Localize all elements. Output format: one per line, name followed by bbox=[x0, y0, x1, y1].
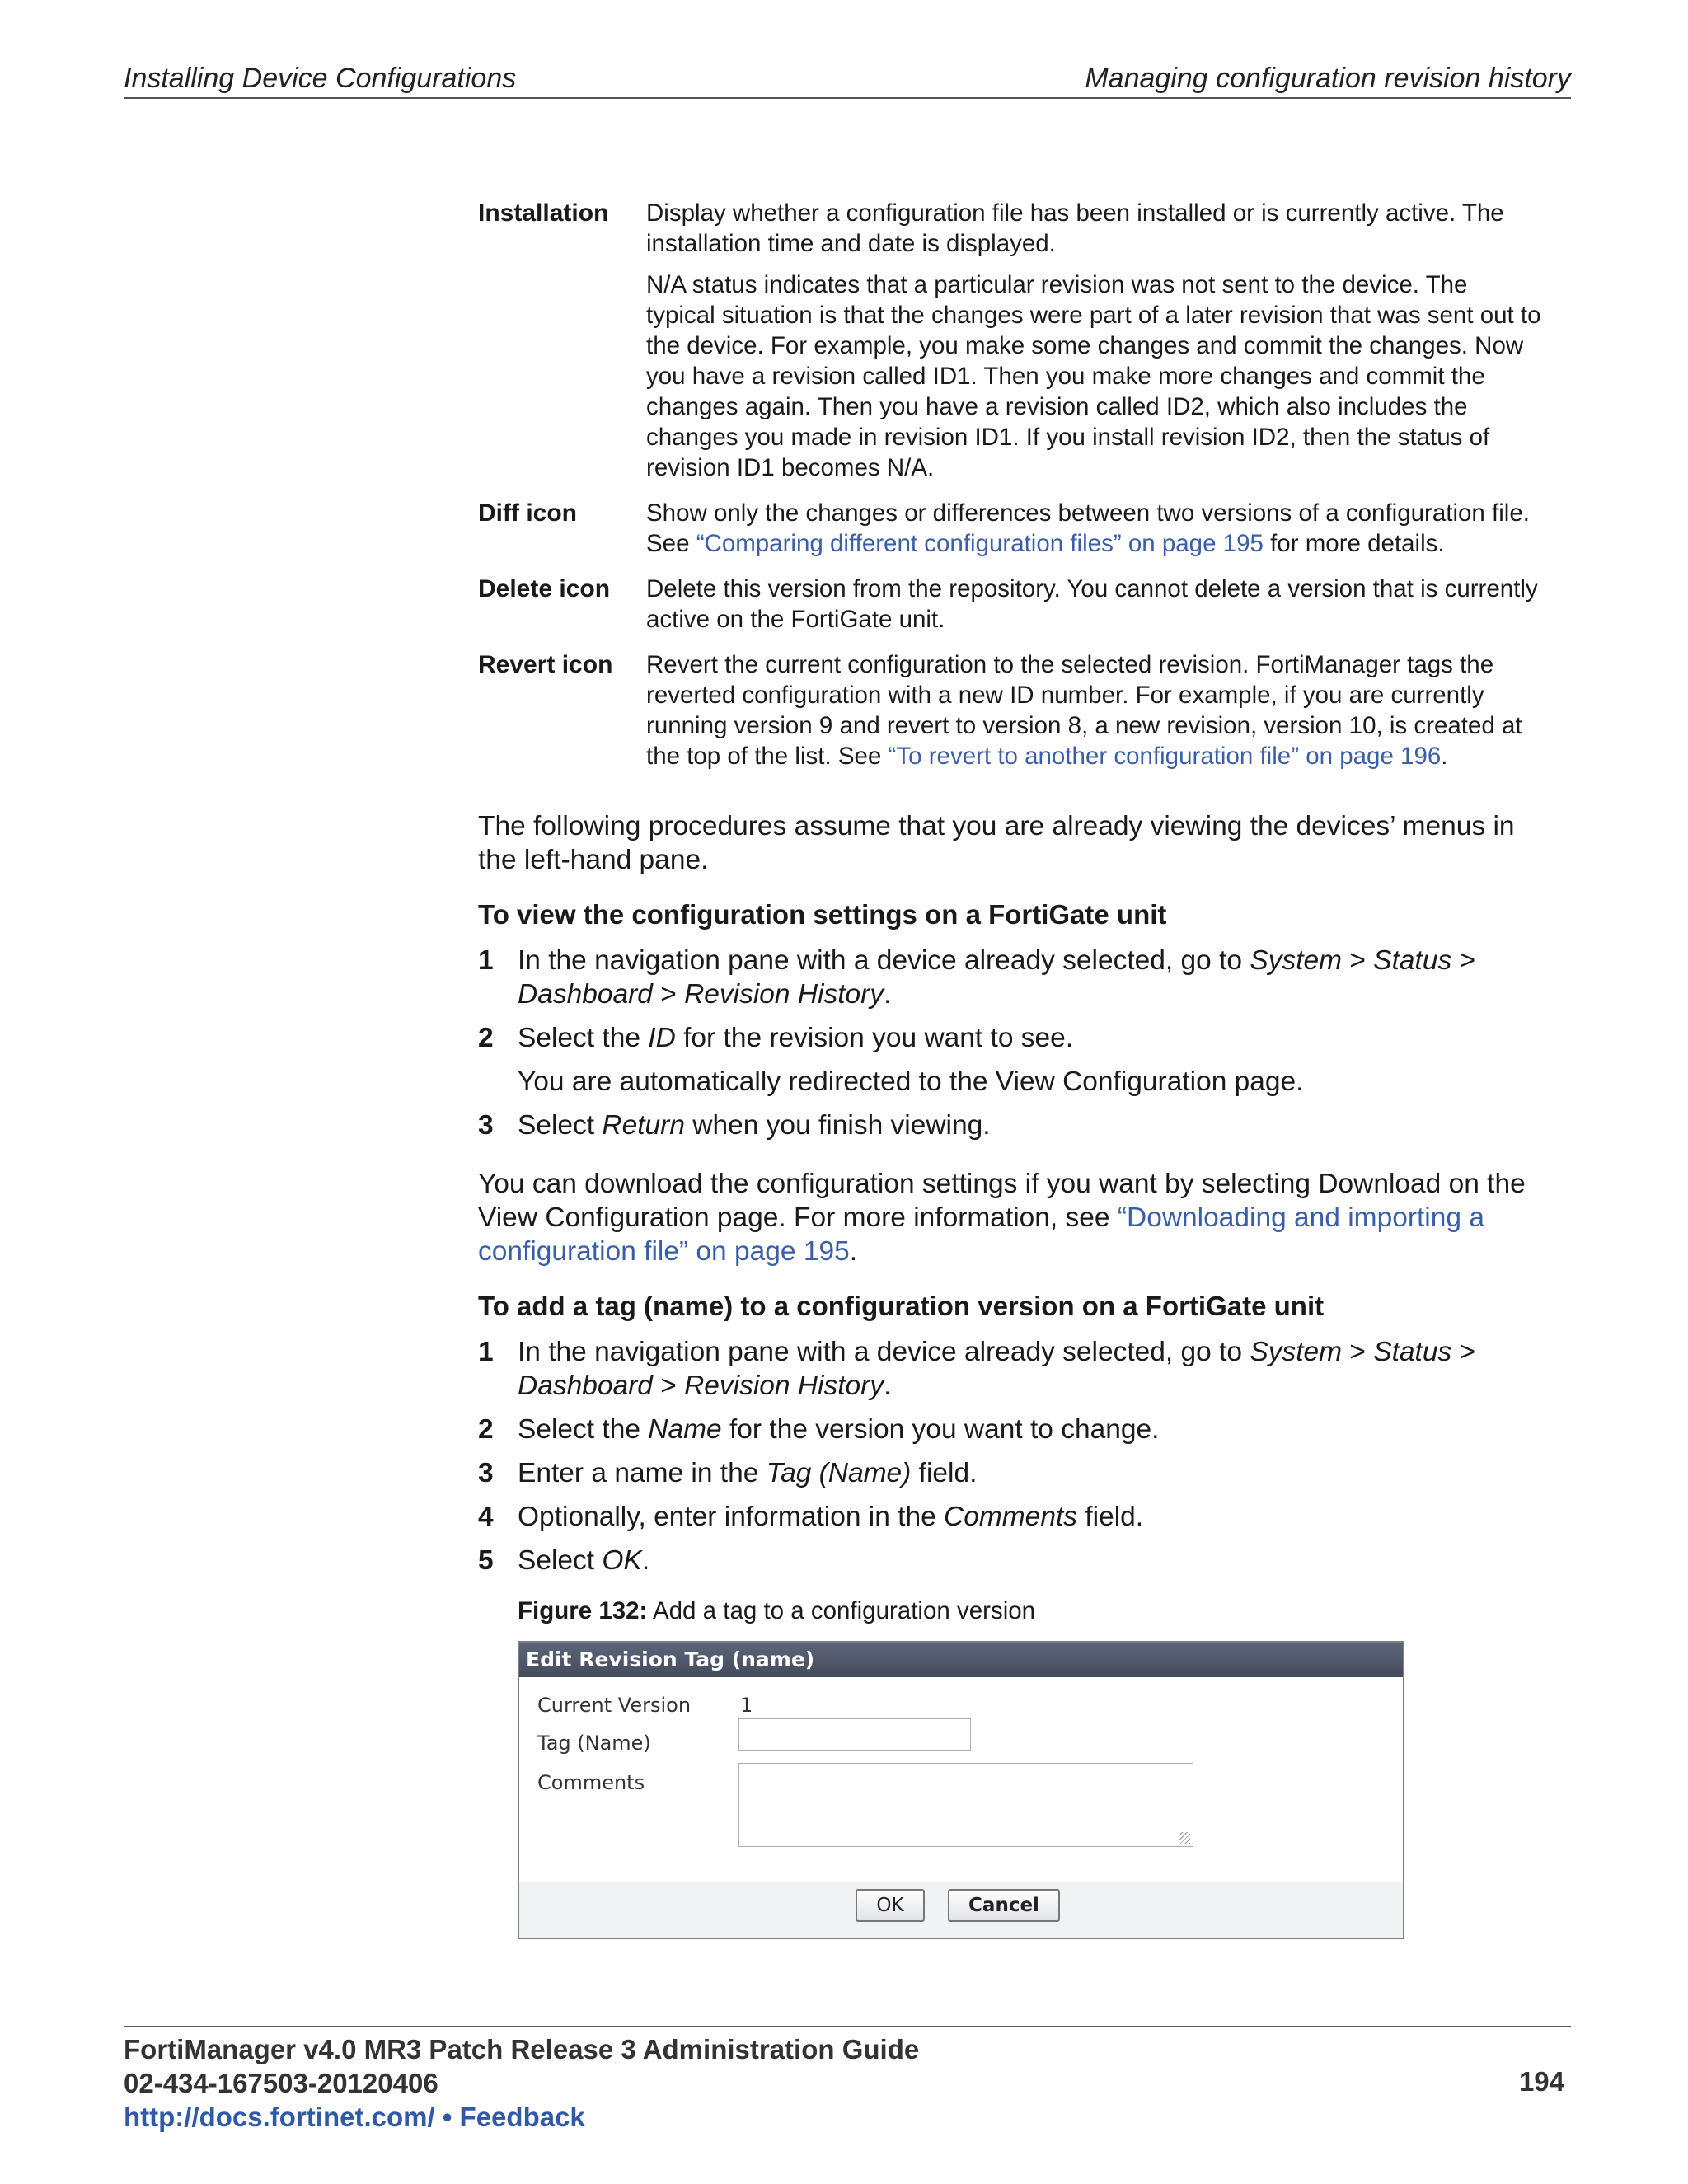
step-text-part: field. bbox=[911, 1458, 978, 1488]
step-number: 1 bbox=[478, 1337, 494, 1367]
step-number: 5 bbox=[478, 1545, 494, 1576]
procedure-step bbox=[478, 1413, 1550, 1446]
definition-term: Diff icon bbox=[478, 499, 577, 527]
step-text-part: Optionally, enter information in the bbox=[518, 1502, 945, 1532]
footer-doc-number: 02-434-167503-20120406 bbox=[124, 2068, 438, 2098]
step-text bbox=[518, 1544, 1550, 1577]
cancel-button[interactable]: Cancel bbox=[948, 1889, 1060, 1922]
link-comparing-config-files[interactable]: “Comparing different configuration files” on page 195 bbox=[696, 530, 1264, 557]
link-revert-config-file[interactable]: “To revert to another configuration file” on page 196 bbox=[888, 743, 1442, 770]
current-version-label: Current Version bbox=[537, 1694, 692, 1717]
tag-name-label: Tag (Name) bbox=[537, 1732, 651, 1755]
step-text bbox=[518, 944, 1550, 1011]
menu-path-status: Status bbox=[1373, 945, 1452, 976]
edit-revision-tag-dialog bbox=[518, 1641, 1404, 1939]
link-downloading-importing[interactable]: “Downloading and importing a configuration file” on page 195 bbox=[478, 1202, 1484, 1267]
footer-guide-title: FortiManager v4.0 MR3 Patch Release 3 Administration Guide bbox=[124, 2034, 920, 2064]
step-text-part: Select bbox=[518, 1110, 603, 1141]
step-text bbox=[518, 1108, 1550, 1142]
feedback-link[interactable]: Feedback bbox=[459, 2102, 585, 2132]
header-chapter-title: Installing Device Configurations bbox=[124, 63, 517, 94]
menu-path-separator: > bbox=[1451, 945, 1476, 976]
definition-paragraph: Display whether a configuration file has been installed or is currently active. The installation time and date is displayed. bbox=[646, 199, 1504, 257]
definition-term: Revert icon bbox=[478, 651, 613, 678]
procedure-step bbox=[478, 1335, 1550, 1403]
docs-url-link[interactable]: http://docs.fortinet.com/ bbox=[124, 2102, 435, 2132]
definition-text: Show only the changes or differences between two versions of a configuration file. See bbox=[646, 499, 1530, 557]
step-text-part: In the navigation pane with a device already selected, go to bbox=[518, 1337, 1250, 1367]
definition-row-revert-icon bbox=[478, 649, 1541, 771]
tag-name-input[interactable] bbox=[738, 1718, 971, 1751]
step-note: You are automatically redirected to the View Configuration page. bbox=[518, 1066, 1304, 1097]
resize-grip-icon[interactable] bbox=[1179, 1832, 1190, 1844]
step-text-part: . bbox=[884, 979, 892, 1010]
step-number: 3 bbox=[478, 1458, 494, 1488]
dialog-footer bbox=[519, 1882, 1403, 1938]
step-number: 3 bbox=[478, 1110, 494, 1141]
step-text bbox=[518, 1456, 1550, 1490]
page-number: 194 bbox=[1518, 2066, 1564, 2097]
step-number: 2 bbox=[478, 1414, 494, 1445]
step-text-part: . bbox=[641, 1545, 650, 1576]
dialog-title: Edit Revision Tag (name) bbox=[519, 1643, 1403, 1677]
figure-caption bbox=[518, 1596, 1550, 1626]
step-emphasis: Return bbox=[602, 1110, 685, 1141]
step-emphasis: OK bbox=[602, 1545, 642, 1576]
step-text-part: for the version you want to change. bbox=[721, 1414, 1160, 1445]
definition-description bbox=[646, 198, 1541, 483]
definition-row-diff-icon bbox=[478, 498, 1541, 559]
step-emphasis: Tag (Name) bbox=[766, 1458, 912, 1488]
definition-text: . bbox=[1441, 743, 1448, 770]
definition-table bbox=[478, 198, 1541, 786]
procedure-step bbox=[478, 1108, 1550, 1142]
paragraph-text: You can download the configuration settings if you want by selecting Download on the View Configuration page. For more information, see bbox=[478, 1169, 1526, 1233]
menu-path-revision-history: Revision History bbox=[684, 979, 884, 1010]
step-text-part: when you finish viewing. bbox=[684, 1110, 991, 1141]
step-text-part: In the navigation pane with a device already selected, go to bbox=[518, 945, 1250, 976]
definition-term: Installation bbox=[478, 199, 609, 227]
procedure-title-add-tag: To add a tag (name) to a configuration version on a FortiGate unit bbox=[478, 1291, 1325, 1321]
step-emphasis: Name bbox=[648, 1414, 722, 1445]
definition-text: for more details. bbox=[1263, 530, 1445, 557]
step-text-part: . bbox=[884, 1371, 892, 1401]
step-text bbox=[518, 1413, 1550, 1446]
ok-button[interactable]: OK bbox=[856, 1889, 925, 1922]
procedure-step bbox=[478, 1544, 1550, 1577]
download-paragraph bbox=[478, 1167, 1550, 1268]
procedure-step bbox=[478, 1456, 1550, 1490]
definition-description bbox=[646, 498, 1541, 559]
definition-paragraph: N/A status indicates that a particular revision was not sent to the device. The typical situation is that the changes were part of a later revision that was sent out to the device. For example, you make some changes and commit the changes. Now you have a revision called ID1. Then you make more changes and commit the changes again. Then you have a revision called ID2, which also includes the changes you made in revision ID1. If you install revision ID2, then the status of revision ID1 becomes N/A. bbox=[646, 271, 1541, 481]
header-section-title: Managing configuration revision history bbox=[1085, 63, 1571, 94]
step-text-part: Select the bbox=[518, 1414, 649, 1445]
definition-description: Delete this version from the repository. You cannot delete a version that is currently active on the FortiGate unit. bbox=[646, 575, 1538, 633]
procedure-step bbox=[478, 944, 1550, 1011]
step-text bbox=[518, 1500, 1550, 1534]
step-emphasis: Comments bbox=[944, 1502, 1078, 1532]
menu-path-separator: > bbox=[652, 1371, 685, 1401]
figure-caption-text: Add a tag to a configuration version bbox=[647, 1597, 1036, 1624]
step-number: 2 bbox=[478, 1023, 494, 1053]
step-number: 4 bbox=[478, 1502, 494, 1532]
footer-bullet: • bbox=[434, 2102, 460, 2132]
procedure-title-view-settings: To view the configuration settings on a FortiGate unit bbox=[478, 899, 1167, 930]
comments-label: Comments bbox=[537, 1771, 645, 1794]
menu-path-system: System bbox=[1250, 1337, 1343, 1367]
intro-paragraph: The following procedures assume that you are already viewing the devices’ menus in the left-hand pane. bbox=[478, 811, 1515, 875]
step-text-part: for the revision you want to see. bbox=[675, 1023, 1074, 1053]
definition-description bbox=[646, 649, 1541, 771]
body-content bbox=[478, 809, 1550, 1939]
current-version-value: 1 bbox=[740, 1694, 753, 1717]
definition-row-delete-icon bbox=[478, 574, 1541, 635]
menu-path-separator: > bbox=[1342, 945, 1374, 976]
menu-path-revision-history: Revision History bbox=[684, 1371, 884, 1401]
figure-label: Figure 132: bbox=[518, 1597, 648, 1624]
menu-path-separator: > bbox=[1451, 1337, 1476, 1367]
menu-path-dashboard: Dashboard bbox=[518, 1371, 653, 1401]
procedure-step bbox=[478, 1021, 1550, 1055]
step-emphasis: ID bbox=[648, 1023, 676, 1053]
footer-rule bbox=[124, 2026, 1571, 2027]
step-text bbox=[518, 1021, 1550, 1055]
footer-info bbox=[124, 2032, 919, 2134]
step-text-part: field. bbox=[1077, 1502, 1144, 1532]
paragraph-text: . bbox=[849, 1236, 858, 1267]
step-text-part: Select bbox=[518, 1545, 603, 1576]
menu-path-status: Status bbox=[1373, 1337, 1452, 1367]
definition-row-installation bbox=[478, 198, 1541, 483]
procedure-step bbox=[478, 1500, 1550, 1534]
definition-text: Revert the current configuration to the selected revision. FortiManager tags the reverted configuration with a new ID number. For example, if you are currently running version 9 and revert to version 8, a new revision, version 10, is created at the top of the list. See bbox=[646, 651, 1522, 770]
step-text-part: Enter a name in the bbox=[518, 1458, 767, 1488]
step-number: 1 bbox=[478, 945, 494, 976]
menu-path-separator: > bbox=[652, 979, 685, 1010]
footer-links bbox=[124, 2100, 919, 2134]
step-text bbox=[518, 1335, 1550, 1403]
header-rule bbox=[124, 97, 1571, 99]
comments-textarea[interactable] bbox=[738, 1763, 1193, 1847]
definition-term: Delete icon bbox=[478, 575, 611, 602]
menu-path-system: System bbox=[1250, 945, 1343, 976]
menu-path-dashboard: Dashboard bbox=[518, 979, 653, 1010]
menu-path-separator: > bbox=[1342, 1337, 1374, 1367]
step-text-part: Select the bbox=[518, 1023, 649, 1053]
